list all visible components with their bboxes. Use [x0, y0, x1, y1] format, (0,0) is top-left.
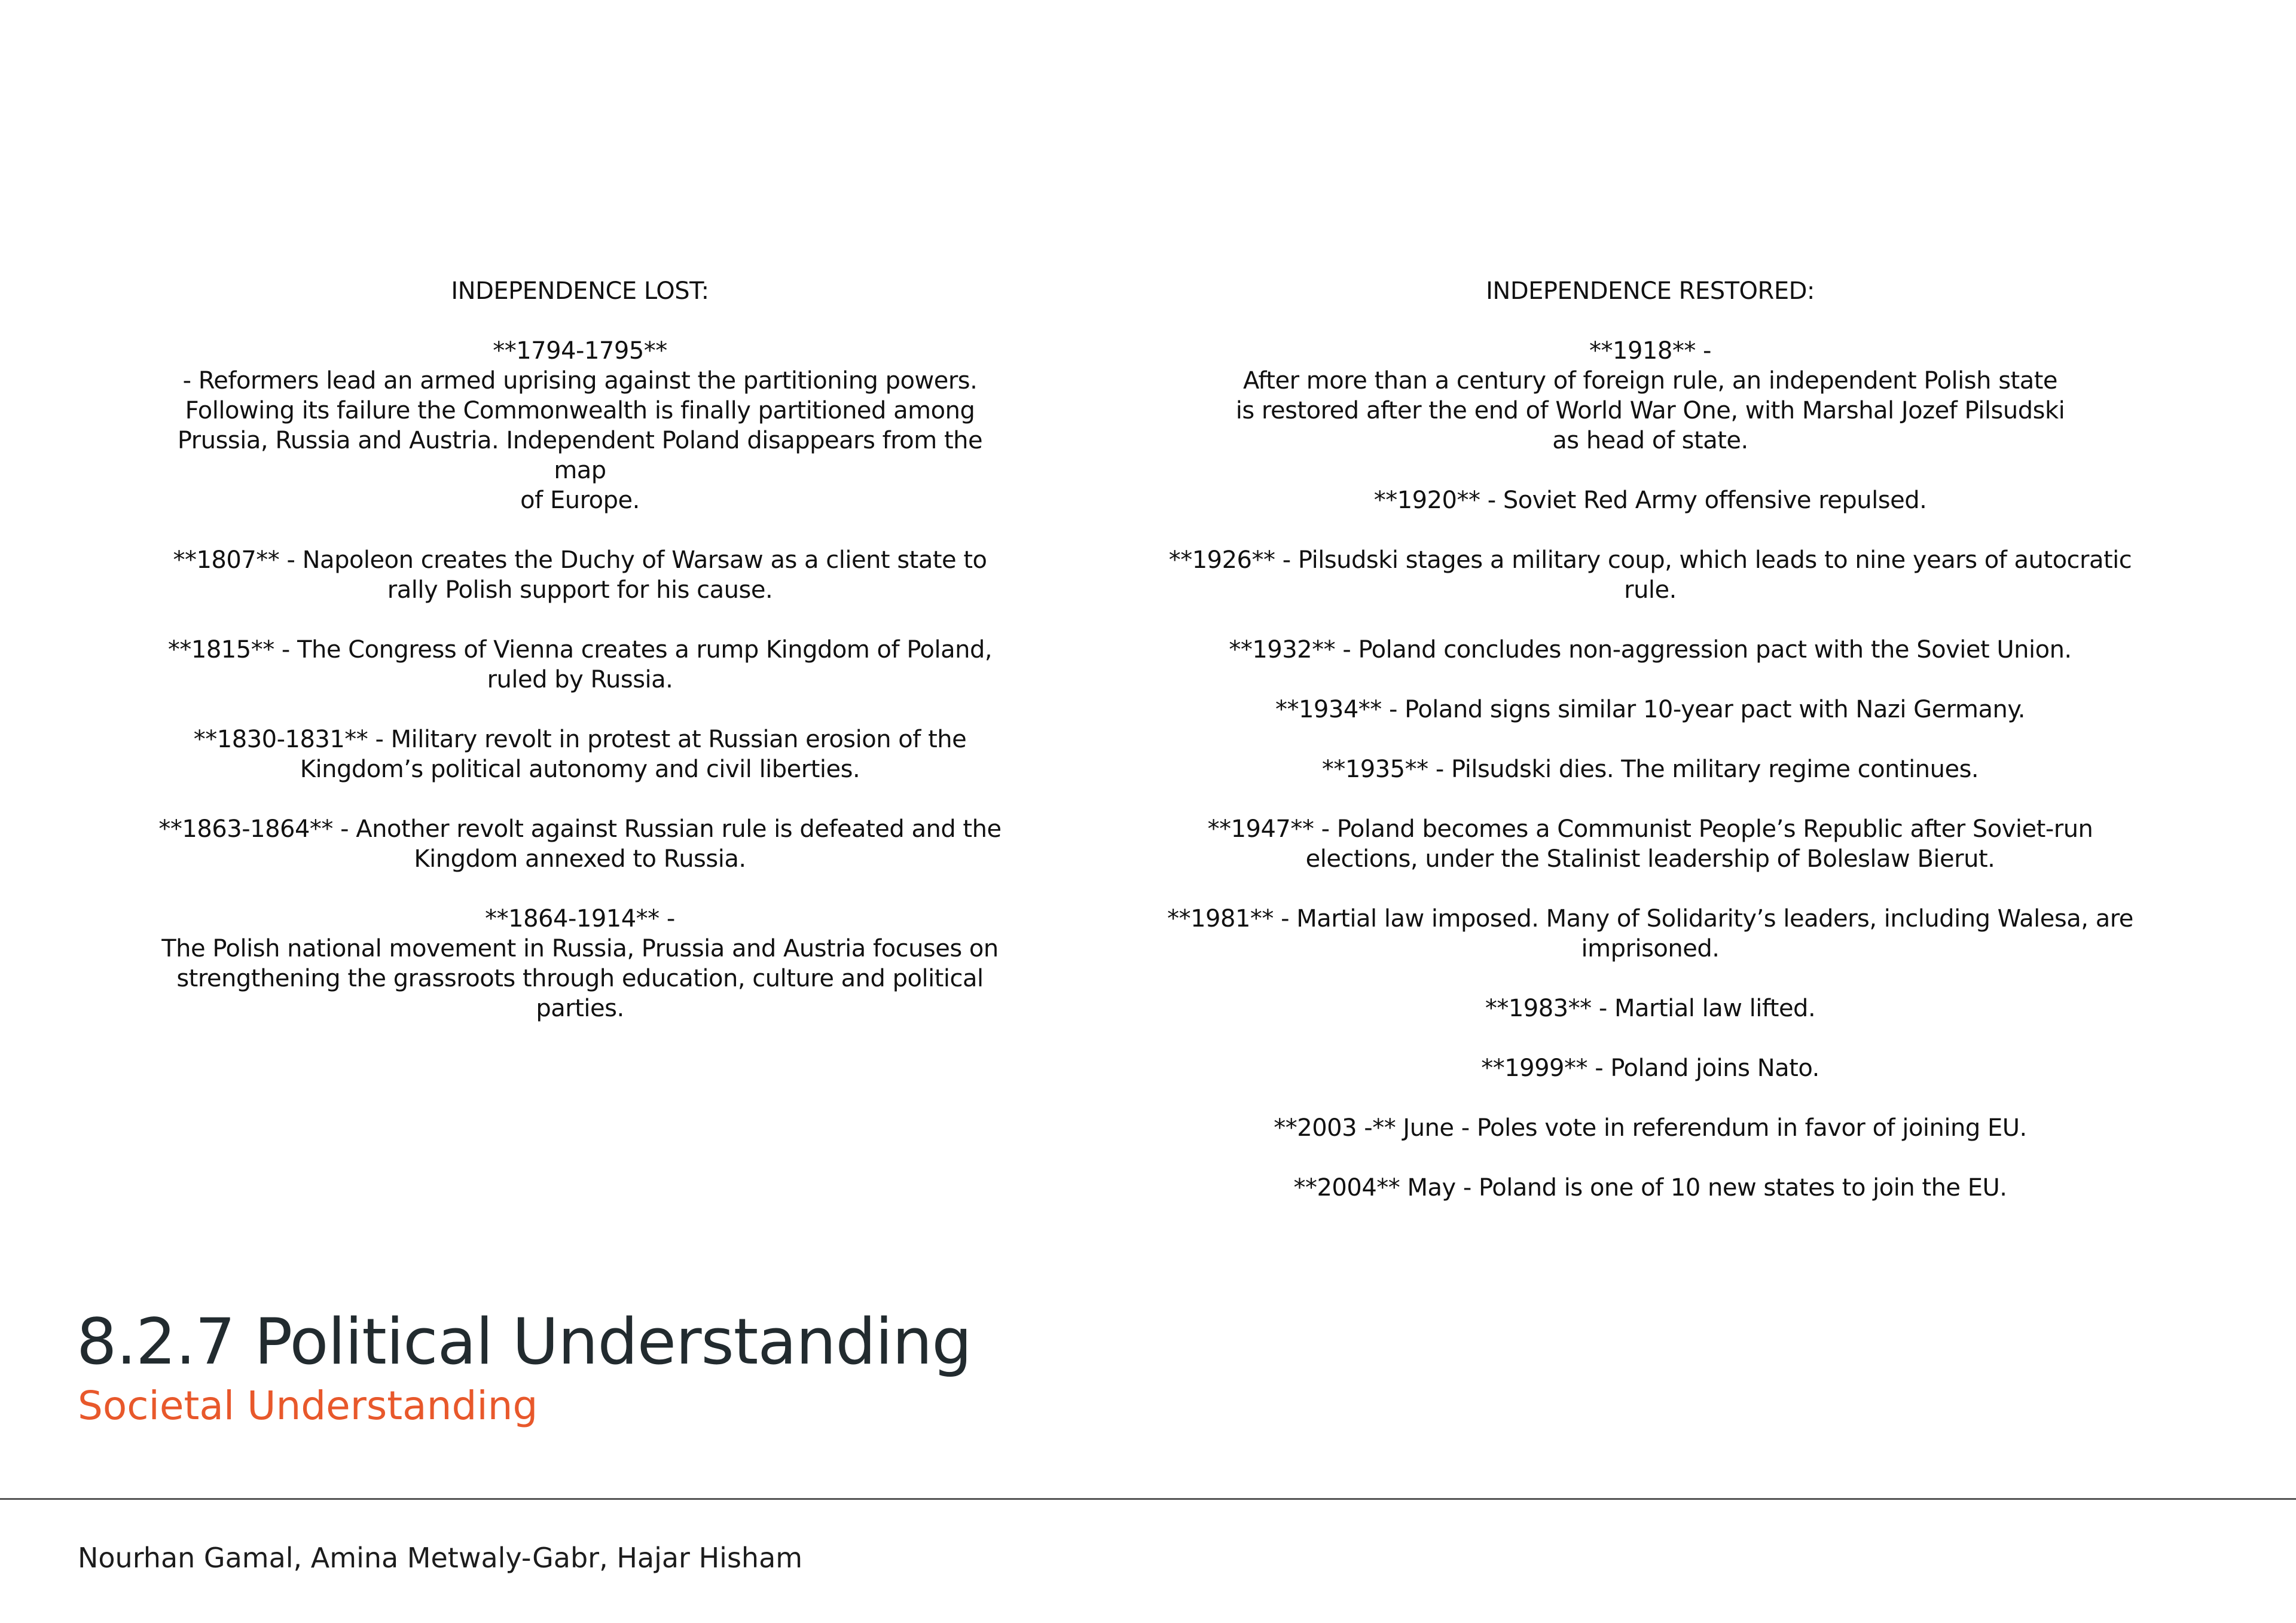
timeline-entry: **2003 -** June - Poles vote in referendum in favor of joining EU. — [1274, 1114, 2027, 1142]
timeline-entry: **1864-1914** - The Polish national movement in Russia, Prussia and Austria focuses on strengthening the grassroots through education, culture and political parties. — [161, 905, 999, 1022]
timeline-entry: **1934** - Poland signs similar 10-year pact with Nazi Germany. — [1275, 696, 2026, 723]
footer-divider — [0, 1498, 2296, 1500]
timeline-entry: **1999** - Poland joins Nato. — [1481, 1055, 1819, 1082]
timeline-entry: **1920** - Soviet Red Army offensive repulsed. — [1373, 487, 1927, 514]
timeline-entry: **1932** - Poland concludes non-aggression pact with the Soviet Union. — [1229, 636, 2072, 664]
page-subtitle: Societal Understanding — [78, 1383, 538, 1429]
timeline-entry: **1947** - Poland becomes a Communist People’s Republic after Soviet-run elections, under the Stalinist leadership of Boleslaw Bierut. — [1207, 815, 2093, 873]
independence-lost-heading: INDEPENDENCE LOST: — [451, 277, 709, 305]
timeline-entry: **1807** - Napoleon creates the Duchy of Warsaw as a client state to rally Polish support for his cause. — [173, 546, 987, 604]
timeline-entry: **1794-1795** - Reformers lead an armed uprising against the partitioning powers. Following its failure the Commonwealth is finally partitioned among Prussia, Russia and Austria. Independent Poland disappears from the map of Europe. — [177, 337, 983, 514]
independence-lost-column — [90, 276, 1070, 1053]
timeline-entry: **1935** - Pilsudski dies. The military regime continues. — [1321, 756, 1979, 783]
timeline-entry: **1983** - Martial law lifted. — [1485, 995, 1816, 1022]
timeline-entry: **1815** - The Congress of Vienna creates a rump Kingdom of Poland, ruled by Russia. — [167, 636, 993, 693]
timeline-entry: **1981** - Martial law imposed. Many of Solidarity’s leaders, including Walesa, are imprisoned. — [1167, 905, 2133, 962]
timeline-entry: **2004** May - Poland is one of 10 new states to join the EU. — [1293, 1174, 2007, 1202]
authors-credit: Nourhan Gamal, Amina Metwaly-Gabr, Hajar Hisham — [78, 1542, 803, 1574]
independence-restored-column — [1100, 276, 2200, 1233]
timeline-entry: **1830-1831** - Military revolt in protest at Russian erosion of the Kingdom’s political autonomy and civil liberties. — [193, 726, 967, 783]
timeline-entry: **1863-1864** - Another revolt against Russian rule is defeated and the Kingdom annexed to Russia. — [158, 815, 1002, 873]
independence-restored-heading: INDEPENDENCE RESTORED: — [1486, 277, 1815, 305]
timeline-entry: **1918** - After more than a century of foreign rule, an independent Polish state is restored after the end of World War One, with Marshal Jozef Pilsudski as head of state. — [1235, 337, 2065, 454]
page-title: 8.2.7 Political Understanding — [77, 1305, 972, 1379]
timeline-entry: **1926** - Pilsudski stages a military coup, which leads to nine years of autocratic rule. — [1168, 546, 2132, 604]
